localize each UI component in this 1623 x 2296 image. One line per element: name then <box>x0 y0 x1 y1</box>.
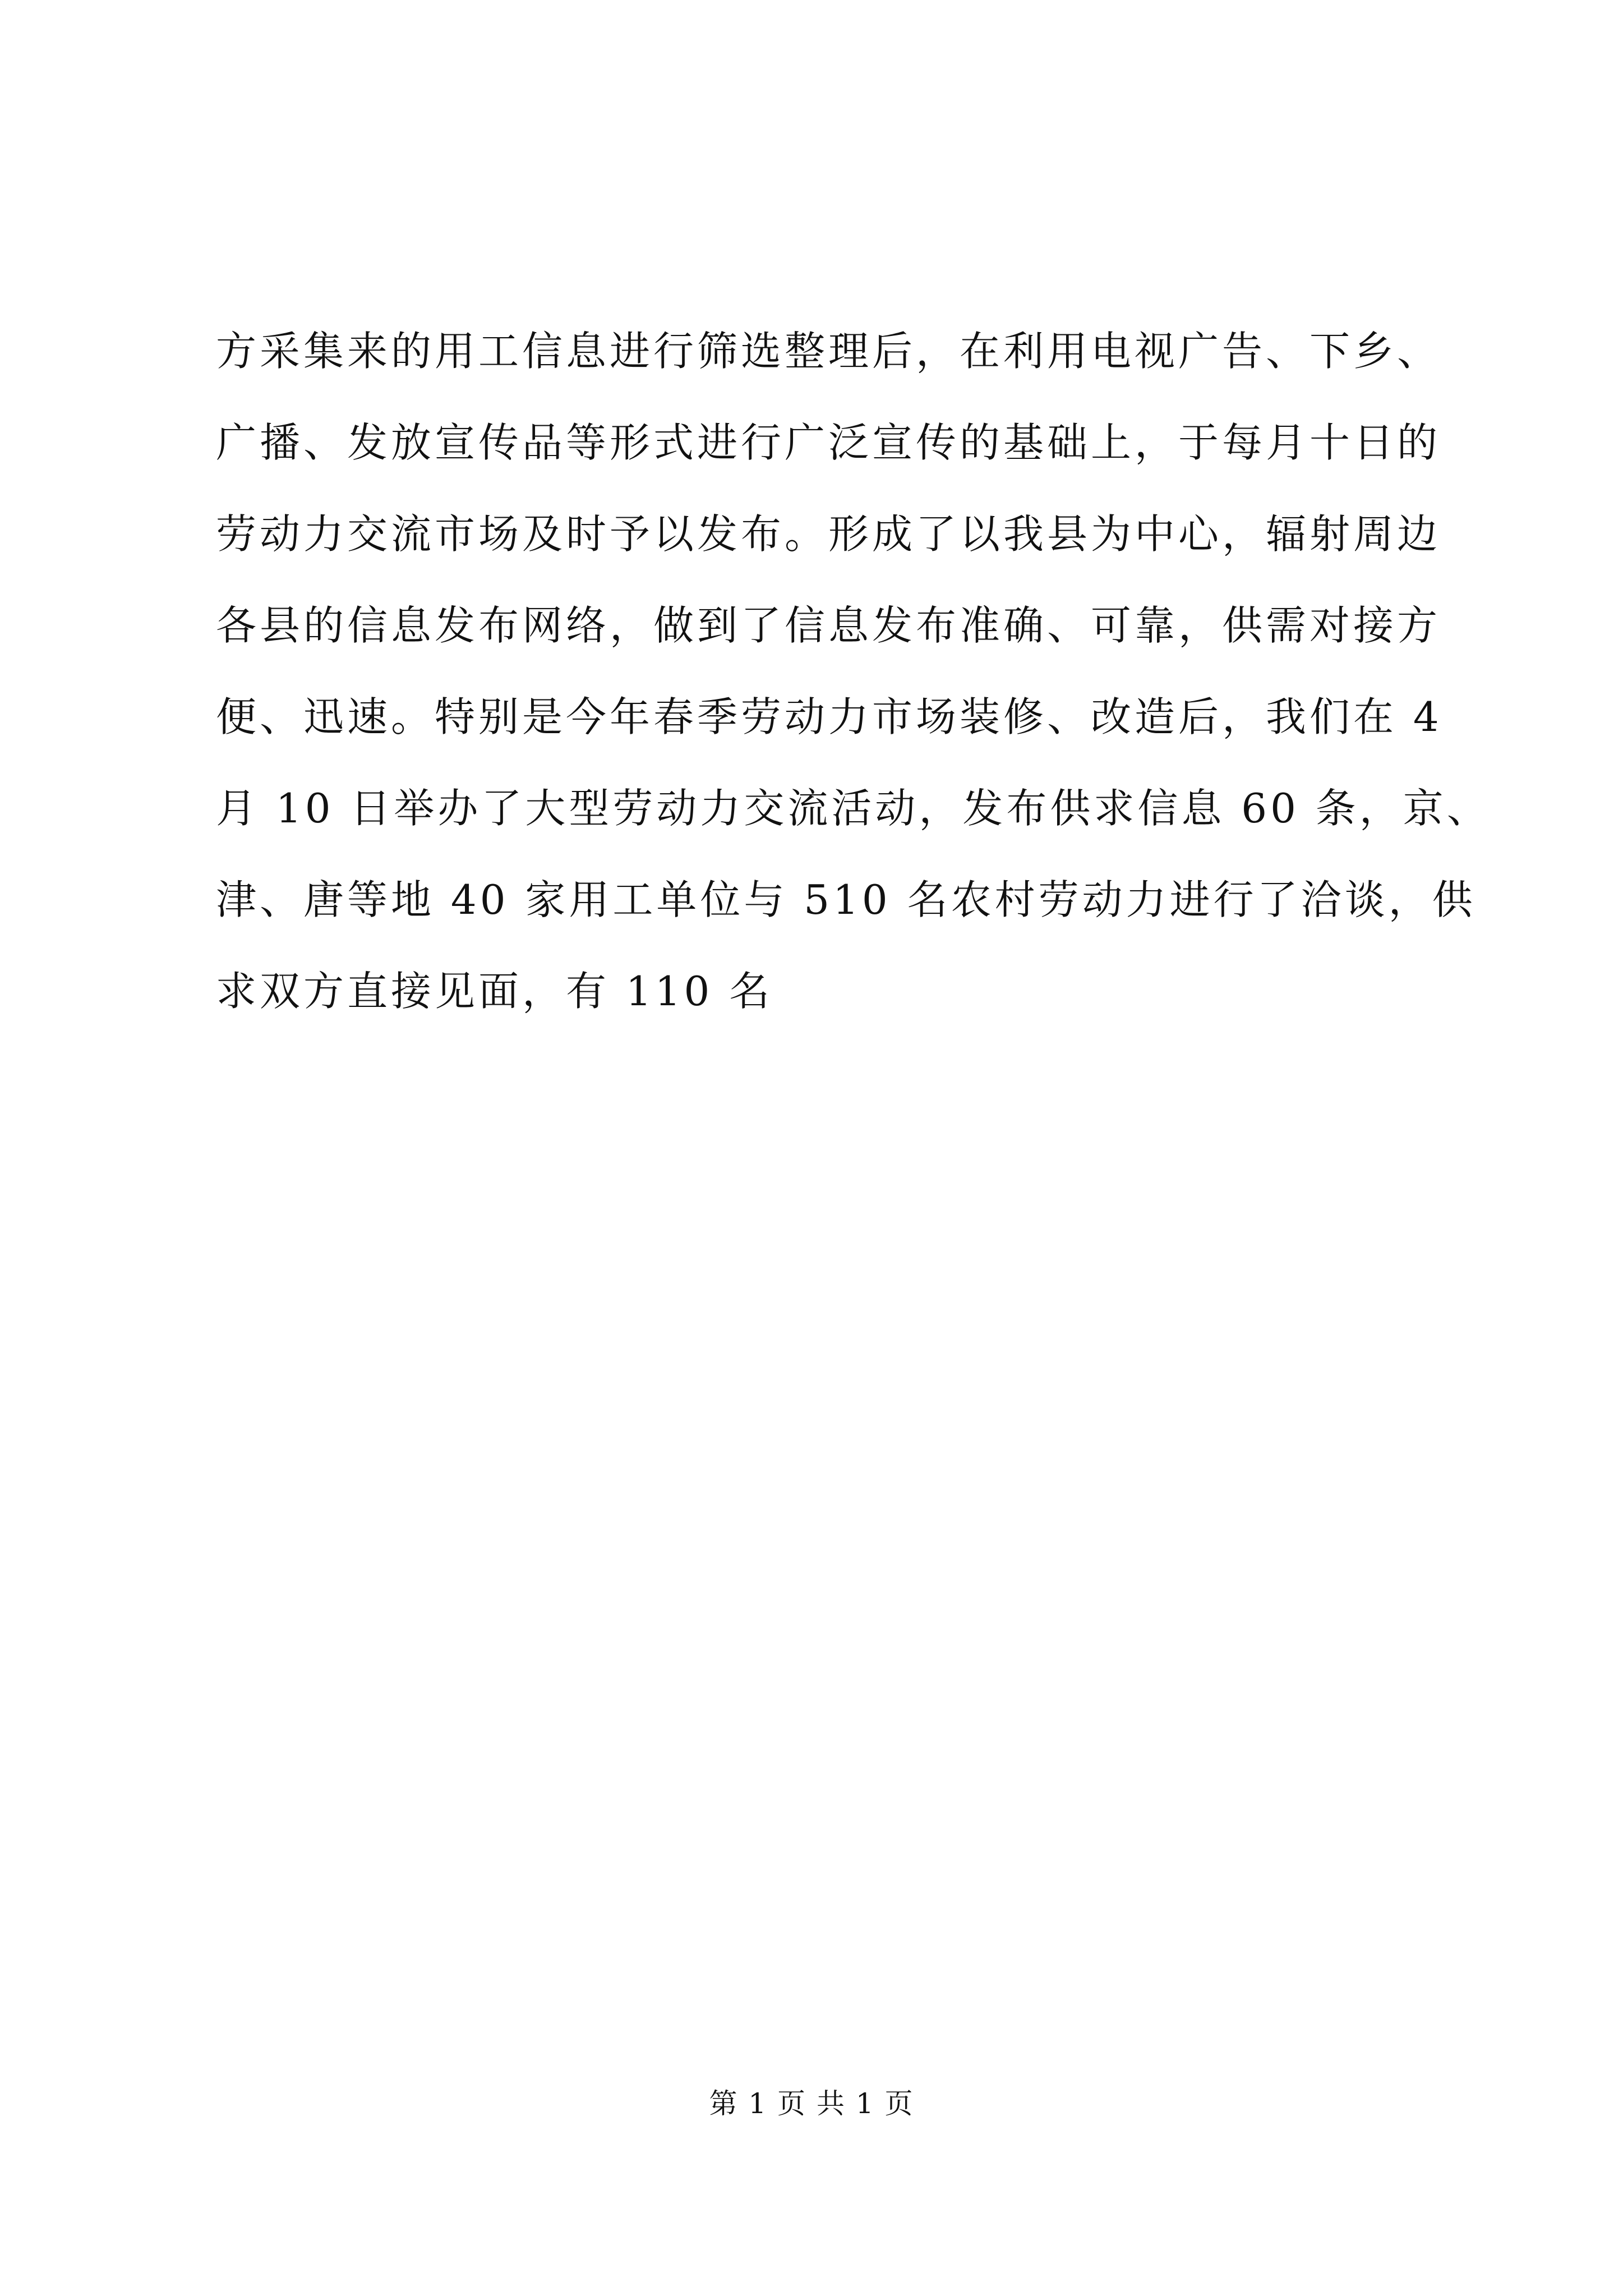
text-line-7: 津、唐等地 40 家用工单位与 510 名农村劳动力进行了洽谈，供 <box>216 876 1476 923</box>
text-line-5: 便、迅速。特别是今年春季劳动力市场装修、改造后，我们在 4 <box>216 693 1442 740</box>
text-line-6: 月 10 日举办了大型劳动力交流活动，发布供求信息 60 条，京、 <box>216 785 1491 832</box>
text-line-4: 各县的信息发布网络，做到了信息发布准确、可靠，供需对接方 <box>216 602 1441 649</box>
page-footer: 第 1 页 共 1 页 <box>709 2087 914 2120</box>
body-text <box>216 306 1491 1037</box>
text-line-2: 广播、发放宣传品等形式进行广泛宣传的基础上，于每月十日的 <box>216 419 1441 466</box>
text-line-3: 劳动力交流市场及时予以发布。形成了以我县为中心，辐射周边 <box>216 510 1441 558</box>
text-line-8: 求双方直接见面，有 110 名 <box>216 968 773 1015</box>
text-line-1: 方采集来的用工信息进行筛选整理后，在利用电视广告、下乡、 <box>216 328 1441 375</box>
